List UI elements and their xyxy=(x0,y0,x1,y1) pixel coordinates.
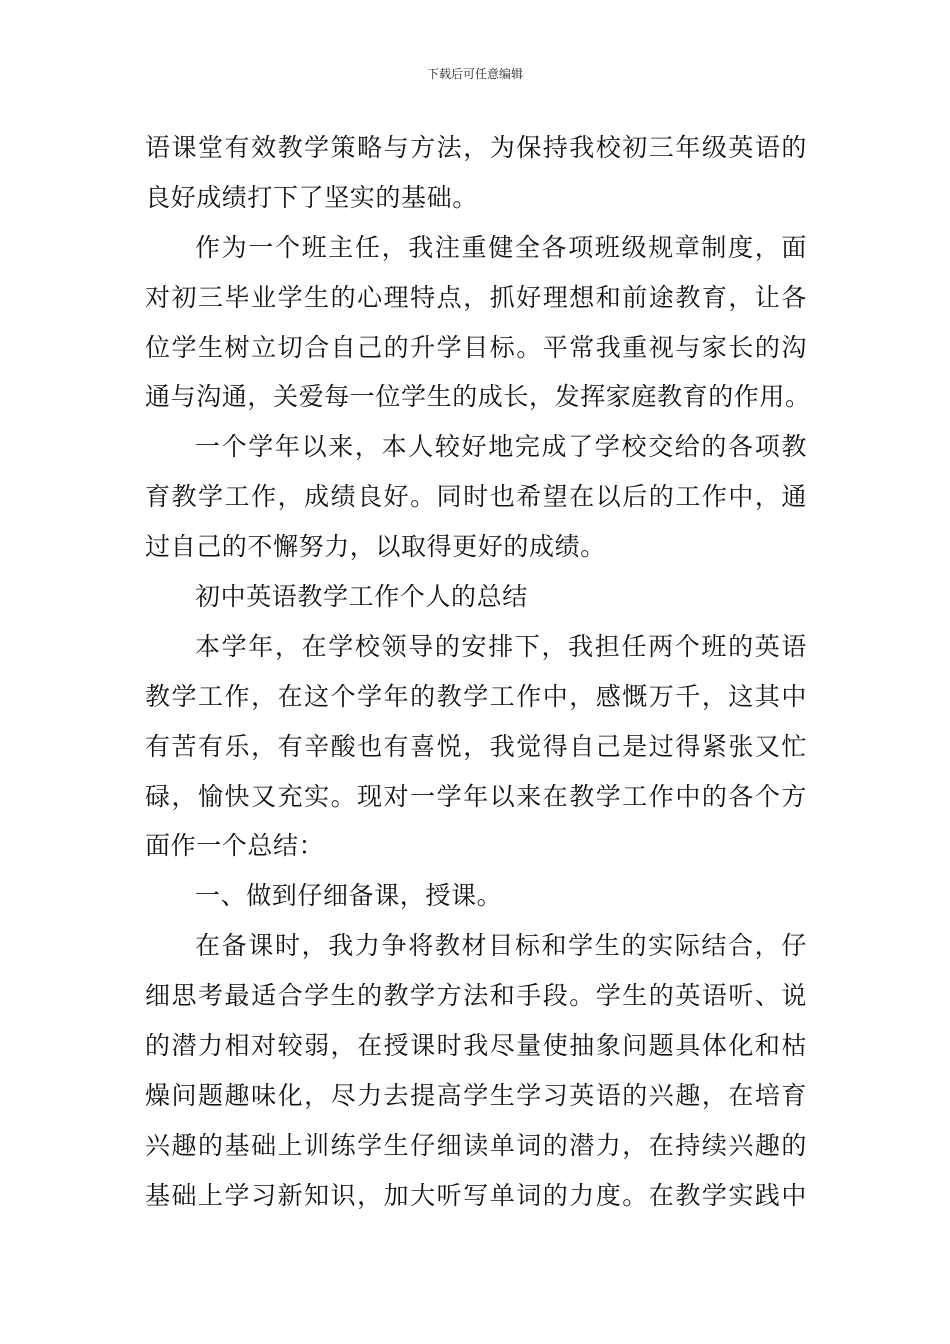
text-line: 良好成绩打下了坚实的基础。 xyxy=(145,183,478,212)
text-line: 语课堂有效教学策略与方法，为保持我校初三年级英语的 xyxy=(145,133,807,162)
text-line: 细思考最适合学生的教学方法和手段。学生的英语听、说 xyxy=(145,981,807,1010)
text-line: 育教学工作，成绩良好。同时也希望在以后的工作中，通 xyxy=(145,482,807,511)
text-line: 燥问题趣味化，尽力去提高学生学习英语的兴趣，在培育 xyxy=(145,1081,807,1110)
text-line: 碌，愉快又充实。现对一学年以来在教学工作中的各个方 xyxy=(145,782,807,811)
text-line: 通与沟通，关爱每一位学生的成长，发挥家庭教育的作用。 xyxy=(145,382,811,411)
text-line: 过自己的不懈努力，以取得更好的成绩。 xyxy=(145,532,606,561)
header-note: 下载后可任意编辑 xyxy=(426,67,523,81)
text-line: 在备课时，我力争将教材目标和学生的实际结合，仔 xyxy=(195,931,807,960)
text-line: 有苦有乐，有辛酸也有喜悦，我觉得自己是过得紧张又忙 xyxy=(145,732,807,761)
text-line: 一个学年以来，本人较好地完成了学校交给的各项教 xyxy=(195,432,807,461)
text-line: 本学年，在学校领导的安排下，我担任两个班的英语 xyxy=(195,632,807,661)
subsection-heading: 一、做到仔细备课，授课。 xyxy=(195,881,503,910)
text-line: 兴趣的基础上训练学生仔细读单词的潜力，在持续兴趣的 xyxy=(145,1131,807,1160)
text-line: 基础上学习新知识，加大听写单词的力度。在教学实践中 xyxy=(145,1181,807,1210)
section-title: 初中英语教学工作个人的总结 xyxy=(195,582,528,611)
text-line: 作为一个班主任，我注重健全各项班级规章制度，面 xyxy=(195,233,807,262)
text-line: 的潜力相对较弱，在授课时我尽量使抽象问题具体化和枯 xyxy=(145,1031,807,1060)
text-line: 教学工作，在这个学年的教学工作中，感慨万千，这其中 xyxy=(145,682,807,711)
text-line: 位学生树立切合自己的升学目标。平常我重视与家长的沟 xyxy=(145,333,807,362)
text-line: 面作一个总结： xyxy=(145,831,325,860)
text-line: 对初三毕业学生的心理特点，抓好理想和前途教育，让各 xyxy=(145,283,807,312)
